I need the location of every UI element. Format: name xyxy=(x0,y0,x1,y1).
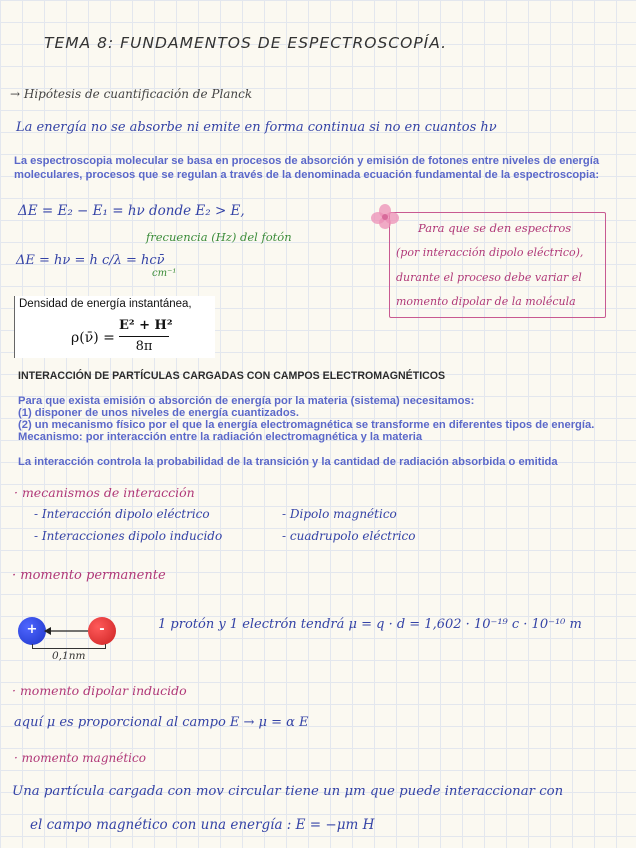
requirement-line: (2) un mecanismo físico por el que la energía electromagnética se transforme en diferentes tipos de energía. xyxy=(18,419,595,431)
dipole-distance: 0,1nm xyxy=(52,650,86,662)
equation-planck-relation: ΔE = hν = h c/λ = hcν̄ xyxy=(16,253,165,268)
fraction-bar xyxy=(119,336,169,337)
mechanism-item: - Interacción dipolo eléctrico xyxy=(34,507,210,521)
requirement-line: (1) disponer de unos niveles de energía cuantizados. xyxy=(18,407,299,419)
note-line: momento dipolar de la molécula xyxy=(396,295,576,308)
mechanism-item: - Interacciones dipolo inducido xyxy=(34,529,223,543)
distance-bracket xyxy=(32,644,106,649)
permanent-heading: · momento permanente xyxy=(12,568,166,583)
proton-sign: + xyxy=(26,622,38,637)
equation-frequency-note: frecuencia (Hz) del fotón xyxy=(146,230,292,244)
proton-circle xyxy=(18,617,46,645)
density-formula-denominator: 8π xyxy=(135,339,153,354)
note-line: durante el proceso debe variar el xyxy=(396,271,582,284)
mechanism-item: - Dipolo magnético xyxy=(282,507,397,521)
intro-paragraph: La espectroscopia molecular se basa en procesos de absorción y emisión de fotones entre niveles de energía moleculares, procesos que se regulan a través de la denominada ecuación fundamental de la espectroscopia: xyxy=(14,155,600,181)
induced-line: aquí μ es proporcional al campo E → μ = α E xyxy=(14,715,309,730)
mechanisms-heading: · mecanismos de interacción xyxy=(14,485,195,500)
density-formula-box xyxy=(14,296,215,358)
electron-circle xyxy=(88,617,116,645)
requirement-line: Mecanismo: por interacción entre la radiación electromagnética y la materia xyxy=(18,431,423,443)
magnetic-heading: · momento magnético xyxy=(14,751,146,765)
equation-wavenumber-note: cm⁻¹ xyxy=(152,268,177,279)
flower-icon xyxy=(368,201,402,231)
note-box xyxy=(389,212,606,318)
induced-heading: · momento dipolar inducido xyxy=(12,683,187,698)
density-formula-lhs: ρ(ν̄) = xyxy=(71,330,115,346)
interaction-line: La interacción controla la probabilidad de la transición y la cantidad de radiación absorbida o emitida xyxy=(18,456,558,468)
dipole-moment-equation: 1 protón y 1 electrón tendrá μ = q · d = 1,602 · 10⁻¹⁹ c · 10⁻¹⁰ m xyxy=(158,617,582,632)
requirement-line: Para que exista emisión o absorción de energía por la materia (sistema) necesitamos: xyxy=(18,395,475,407)
electron-sign: - xyxy=(99,622,105,637)
magnetic-line: Una partícula cargada con mov circular tiene un μm que puede interaccionar con xyxy=(12,784,564,799)
note-line: (por interacción dipolo eléctrico), xyxy=(396,246,584,259)
equation-energy-difference: ΔE = E₂ − E₁ = hν donde E₂ > E, xyxy=(18,203,245,219)
page-title: TEMA 8: FUNDAMENTOS DE ESPECTROSCOPÍA. xyxy=(44,34,448,52)
planck-heading: → Hipótesis de cuantificación de Planck xyxy=(10,87,253,101)
note-line: Para que se den espectros xyxy=(418,221,572,235)
dipole-arrow-icon xyxy=(44,624,90,638)
section-heading: INTERACCIÓN DE PARTÍCULAS CARGADAS CON CAMPOS ELECTROMAGNÉTICOS xyxy=(18,370,446,382)
mechanism-item: - cuadrupolo eléctrico xyxy=(282,529,416,543)
density-label: Densidad de energía instantánea, xyxy=(19,298,192,310)
magnetic-line: el campo magnético con una energía : E = −μm H xyxy=(30,817,375,833)
density-formula-numerator: E² + H² xyxy=(119,318,173,333)
planck-line: La energía no se absorbe ni emite en forma continua si no en cuantos hν xyxy=(16,120,497,135)
